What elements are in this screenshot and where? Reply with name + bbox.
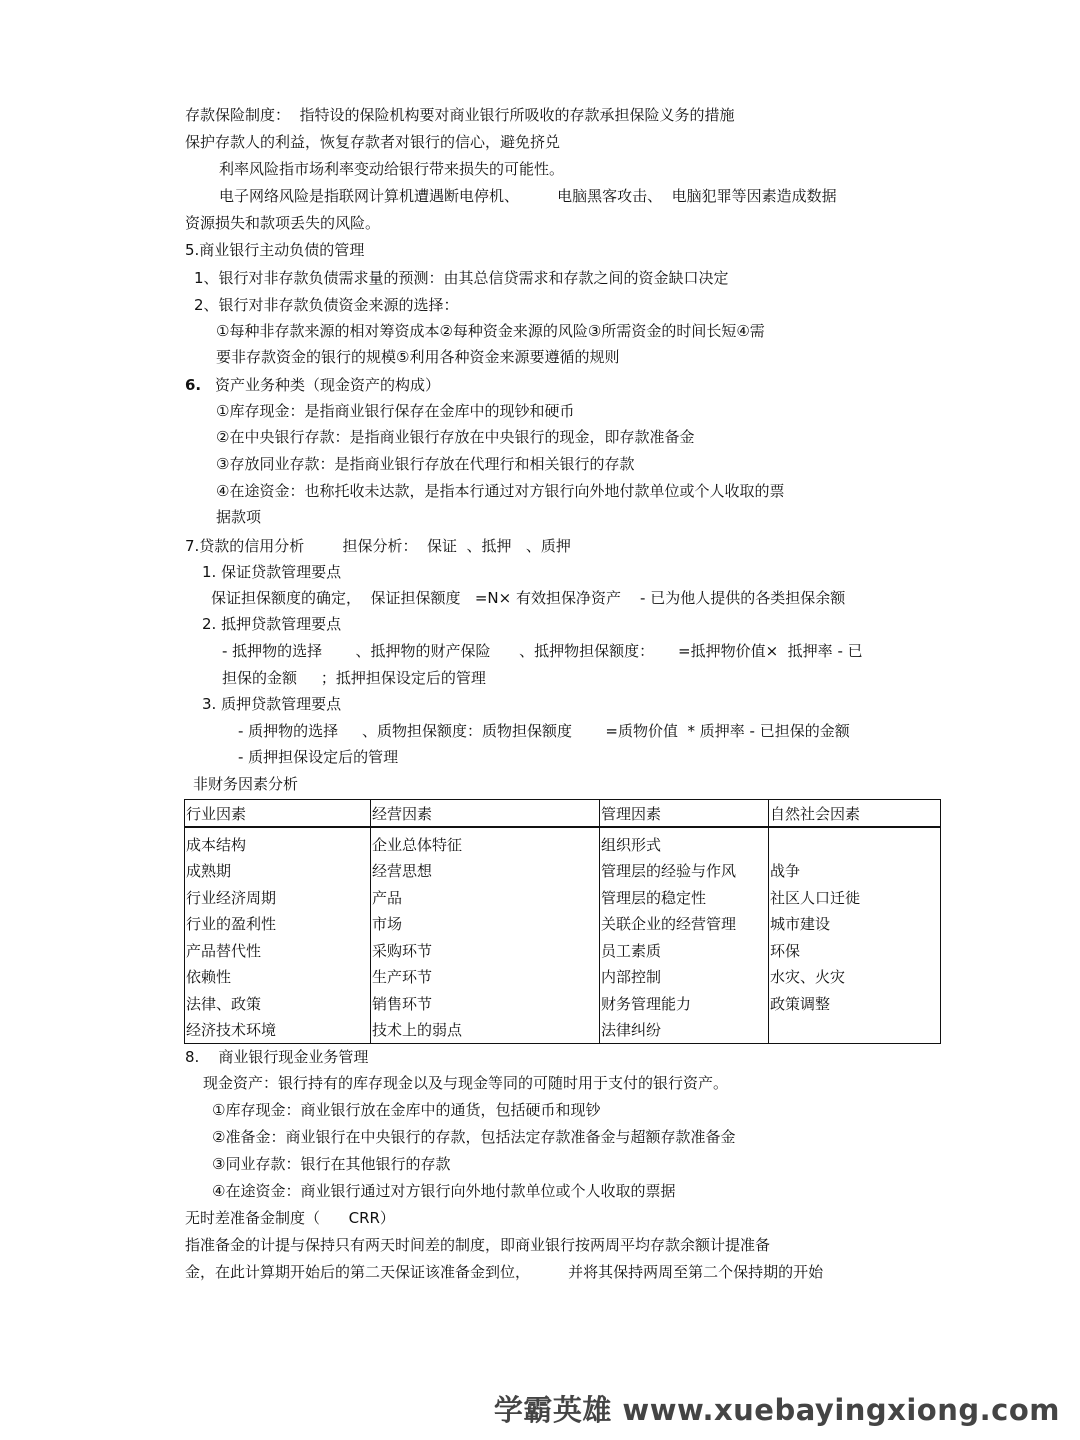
table-cell: 经济技术环境	[185, 1017, 371, 1044]
section6-heading: 资产业务种类（现金资产的构成）	[215, 376, 441, 394]
table-cell: 组织形式	[600, 827, 769, 858]
table-cell: 采购环节	[371, 937, 600, 964]
table-cell: 法律纠纷	[600, 1017, 769, 1044]
table-row	[185, 990, 941, 1017]
section6-item4-line1: ④在途资金：也称托收未达款，是指本行通过对方银行向外地付款单位或个人收取的票	[216, 482, 785, 500]
section8-item2: ②准备金：商业银行在中央银行的存款，包括法定存款准备金与超额存款准备金	[212, 1128, 736, 1146]
table-cell: 城市建设	[769, 911, 941, 938]
table-cell	[769, 827, 941, 858]
section5-heading: 5.商业银行主动负债的管理	[185, 241, 365, 259]
header-industry-factors: 行业因素	[185, 800, 371, 828]
guarantee-loan-heading: 1. 保证贷款管理要点	[202, 563, 342, 581]
interest-rate-risk: 利率风险指市场利率变动给银行带来损失的可能性。	[219, 160, 565, 178]
site-watermark: 学霸英雄 www.xuebayingxiong.com	[493, 1393, 1060, 1427]
mortgage-loan-detail1: - 抵押物的选择 、抵押物的财产保险 、抵押物担保额度： =抵押物价值× 抵押率 - 已	[222, 642, 863, 660]
section5-item1: 1、银行对非存款负债需求量的预测：由其总信贷需求和存款之间的资金缺口决定	[194, 269, 729, 287]
section6-item2: ②在中央银行存款：是指商业银行存放在中央银行的现金，即存款准备金	[216, 428, 695, 446]
non-financial-analysis-title: 非财务因素分析	[193, 775, 299, 793]
deposit-insurance-purpose: 保护存款人的利益，恢复存款者对银行的信心，避免挤兑	[185, 133, 561, 151]
table-cell: 生产环节	[371, 964, 600, 991]
table-cell: 政策调整	[769, 990, 941, 1017]
section7-heading: 7.贷款的信用分析 担保分析： 保证 、抵押 、质押	[185, 537, 571, 555]
table-header-row	[185, 800, 941, 828]
section6-item3: ③存放同业存款：是指商业银行存放在代理行和相关银行的存款	[216, 455, 635, 473]
pledge-loan-detail1: - 质押物的选择 、质物担保额度：质物担保额度 =质物价值 * 质押率 - 已担保的金额	[238, 722, 850, 740]
table-cell: 财务管理能力	[600, 990, 769, 1017]
network-risk-line2: 资源损失和款项丢失的风险。	[185, 214, 381, 232]
table-cell	[769, 1017, 941, 1044]
cash-assets-definition: 现金资产：银行持有的库存现金以及与现金等同的可随时用于支付的银行资产。	[203, 1074, 729, 1092]
table-row	[185, 964, 941, 991]
table-cell: 市场	[371, 911, 600, 938]
table-cell: 行业经济周期	[185, 884, 371, 911]
crr-definition-line1: 指准备金的计提与保持只有两天时间差的制度，即商业银行按两周平均存款余额计提准备	[185, 1236, 771, 1254]
table-cell: 环保	[769, 937, 941, 964]
guarantee-loan-detail: 保证担保额度的确定， 保证担保额度 =N× 有效担保净资产 - 已为他人提供的各类担保余额	[211, 589, 846, 607]
section8-heading: 8. 商业银行现金业务管理	[185, 1048, 369, 1066]
table-cell: 产品替代性	[185, 937, 371, 964]
table-cell: 行业的盈利性	[185, 911, 371, 938]
non-financial-factors-table	[184, 799, 941, 1044]
table-cell: 管理层的稳定性	[600, 884, 769, 911]
mortgage-loan-heading: 2. 抵押贷款管理要点	[202, 615, 342, 633]
table-cell: 关联企业的经营管理	[600, 911, 769, 938]
mortgage-loan-detail2: 担保的金额 ；抵押担保设定后的管理	[222, 669, 486, 687]
table-cell: 企业总体特征	[371, 827, 600, 858]
pledge-loan-heading: 3. 质押贷款管理要点	[202, 695, 342, 713]
header-operating-factors: 经营因素	[371, 800, 600, 828]
table-cell: 依赖性	[185, 964, 371, 991]
table-cell: 经营思想	[371, 858, 600, 885]
section6-item1: ①库存现金：是指商业银行保存在金库中的现钞和硬币	[216, 402, 575, 420]
table-row	[185, 827, 941, 858]
table-row	[185, 911, 941, 938]
table-cell: 战争	[769, 858, 941, 885]
table-cell: 法律、政策	[185, 990, 371, 1017]
pledge-loan-detail2: - 质押担保设定后的管理	[238, 748, 399, 766]
deposit-insurance-definition: 存款保险制度： 指特设的保险机构要对商业银行所吸收的存款承担保险义务的措施	[185, 106, 735, 124]
table-cell: 社区人口迁徙	[769, 884, 941, 911]
table-cell: 产品	[371, 884, 600, 911]
table-row	[185, 884, 941, 911]
section6-item4-line2: 据款项	[216, 508, 262, 526]
crr-heading: 无时差准备金制度（ CRR）	[185, 1209, 395, 1227]
table-cell: 管理层的经验与作风	[600, 858, 769, 885]
table-cell: 水灾、火灾	[769, 964, 941, 991]
network-risk-line1: 电子网络风险是指联网计算机遭遇断电停机、 电脑黑客攻击、 电脑犯罪等因素造成数据	[219, 187, 837, 205]
table-row	[185, 858, 941, 885]
header-natural-social-factors: 自然社会因素	[769, 800, 941, 828]
section8-item4: ④在途资金：商业银行通过对方银行向外地付款单位或个人收取的票据	[212, 1182, 676, 1200]
table-cell: 销售环节	[371, 990, 600, 1017]
crr-definition-line2: 金，在此计算期开始后的第二天保证该准备金到位， 并将其保持两周至第二个保持期的开始	[185, 1263, 824, 1281]
table-row	[185, 1017, 941, 1044]
table-cell: 员工素质	[600, 937, 769, 964]
section8-item3: ③同业存款：银行在其他银行的存款	[212, 1155, 451, 1173]
table-cell: 成本结构	[185, 827, 371, 858]
section5-item2-detail2: 要非存款资金的银行的规模⑤利用各种资金来源要遵循的规则	[216, 348, 620, 366]
table-row	[185, 937, 941, 964]
section8-item1: ①库存现金：商业银行放在金库中的通货，包括硬币和现钞	[212, 1101, 601, 1119]
table-cell: 成熟期	[185, 858, 371, 885]
table-cell: 技术上的弱点	[371, 1017, 600, 1044]
section5-item2-detail1: ①每种非存款来源的相对筹资成本②每种资金来源的风险③所需资金的时间长短④需	[216, 322, 765, 340]
section5-item2: 2、银行对非存款负债资金来源的选择：	[194, 296, 459, 314]
table-cell: 内部控制	[600, 964, 769, 991]
section6-number: 6.	[185, 376, 202, 394]
header-management-factors: 管理因素	[600, 800, 769, 828]
